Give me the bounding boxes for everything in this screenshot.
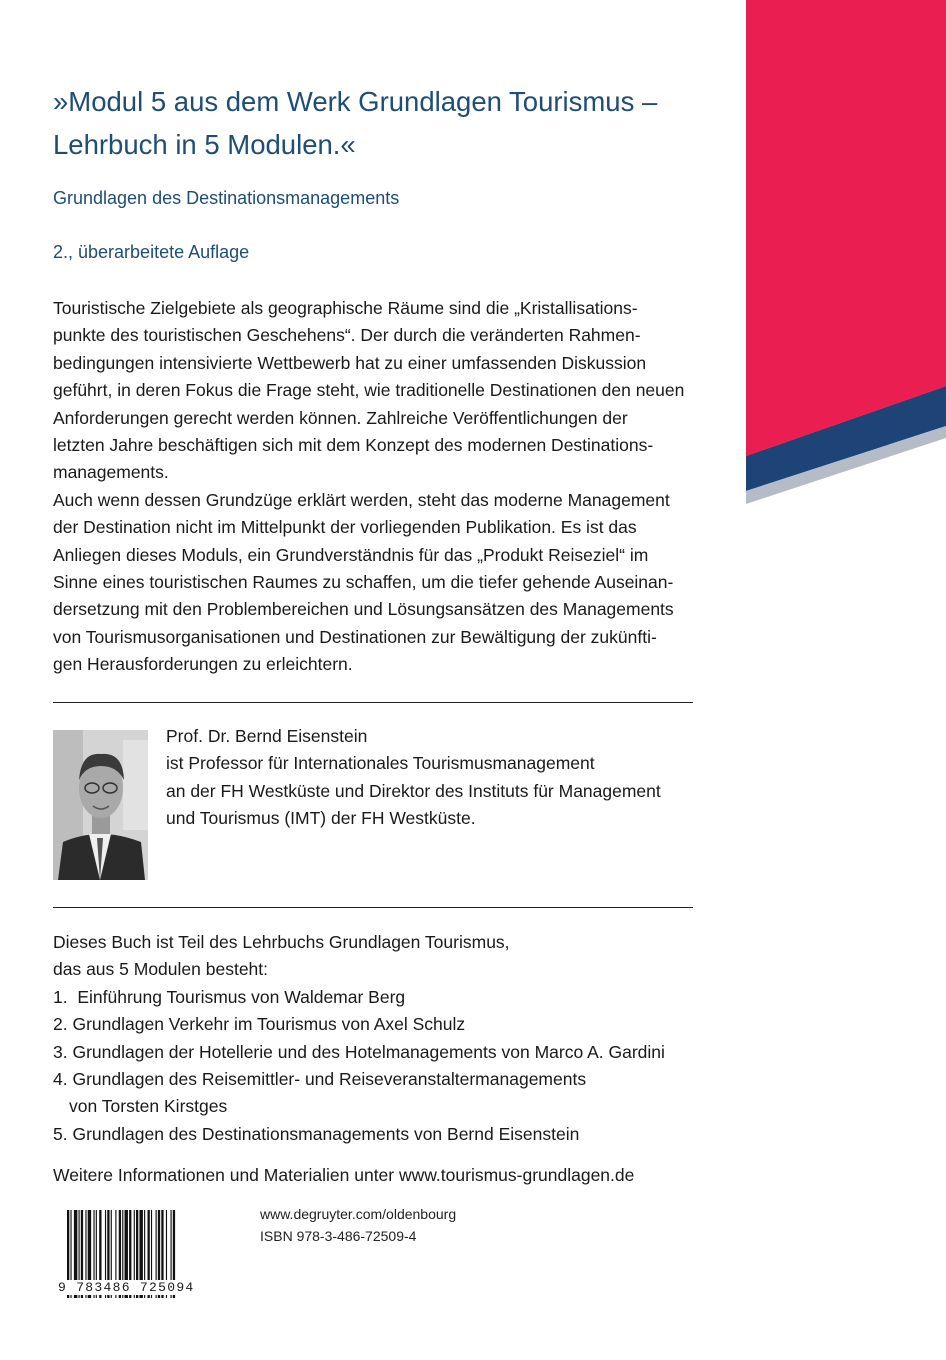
author-photo (53, 730, 148, 880)
corner-stripe-graphic (746, 0, 946, 510)
item-text: Grundlagen der Hotellerie und des Hotelmanagements von Marco A. Gardini (72, 1041, 665, 1062)
publisher-info (260, 1203, 456, 1247)
title-line: »Modul 5 aus dem Werk Grundlagen Tourismus – (53, 86, 658, 117)
divider (53, 907, 693, 908)
text-line: managements. (53, 462, 169, 483)
more-info-text: Weitere Informationen und Materialien unter www.tourismus-grundlagen.de (53, 1165, 635, 1185)
publisher-url: www.degruyter.com/oldenbourg (260, 1206, 457, 1222)
item-continuation: von Torsten Kirstges (69, 1096, 228, 1117)
module-list-item (53, 984, 713, 1011)
divider (53, 702, 693, 703)
subtitle: Grundlagen des Destinationsmanagements (53, 188, 400, 208)
book-title (53, 80, 733, 166)
text-line: gen Herausforderungen zu erleichtern. (53, 654, 353, 675)
item-text: Grundlagen des Reisemittler- und Reiseveranstaltermanagements (72, 1069, 587, 1090)
title-line: Lehrbuch in 5 Modulen.« (53, 129, 356, 160)
series-info (53, 929, 713, 1148)
module-list-item (53, 1066, 713, 1093)
series-intro-line: das aus 5 Modulen besteht: (53, 959, 269, 980)
isbn-label: ISBN 978-3-486-72509-4 (260, 1228, 417, 1244)
text-line: Sinne eines touristischen Raumes zu schaffen, um die tiefer gehende Auseinan- (53, 572, 674, 593)
item-text: Einführung Tourismus von Waldemar Berg (77, 986, 406, 1007)
text-line: Touristische Zielgebiete als geographische Räume sind die „Kristallisations- (53, 298, 638, 318)
bio-line: und Tourismus (IMT) der FH Westküste. (166, 808, 476, 829)
bio-line: ist Professor für Internationales Tourismusmanagement (166, 753, 595, 774)
series-intro-line: Dieses Buch ist Teil des Lehrbuchs Grundlagen Tourismus, (53, 932, 510, 952)
item-number: 2. (53, 1014, 68, 1035)
text-line: punkte des touristischen Geschehens“. Der durch die veränderten Rahmen- (53, 325, 641, 346)
item-number: 4. (53, 1069, 68, 1090)
description-text (53, 295, 703, 679)
barcode-digits: 9 783486 725094 (56, 1280, 212, 1295)
text-line: dersetzung mit den Problembereichen und Lösungsansätzen des Managements (53, 599, 674, 620)
text-line: der Destination nicht im Mittelpunkt der vorliegenden Publikation. Es ist das (53, 517, 637, 538)
author-name: Prof. Dr. Bernd Eisenstein (166, 726, 368, 746)
item-text: Grundlagen des Destinationsmanagements von Bernd Eisenstein (72, 1123, 580, 1144)
author-bio (166, 723, 706, 833)
module-list-item (53, 1011, 713, 1038)
text-line: von Tourismusorganisationen und Destinationen zur Bewältigung der zukünfti- (53, 626, 657, 647)
module-list-item (53, 1039, 713, 1066)
bio-line: an der FH Westküste und Direktor des Instituts für Management (166, 780, 661, 801)
edition-label: 2., überarbeitete Auflage (53, 242, 250, 262)
text-line: Anforderungen gerecht werden können. Zahlreiche Veröffentlichungen der (53, 407, 628, 428)
text-line: geführt, in deren Fokus die Frage steht, wie traditionelle Destinationen den neuen (53, 380, 685, 401)
text-line: Auch wenn dessen Grundzüge erklärt werden, steht das moderne Management (53, 489, 670, 510)
item-number: 1. (53, 986, 68, 1007)
text-line: letzten Jahre beschäftigen sich mit dem Konzept des modernen Destinations- (53, 435, 654, 456)
text-line: Anliegen dieses Moduls, ein Grundverständnis für das „Produkt Reiseziel“ im (53, 544, 649, 565)
item-number: 5. (53, 1123, 68, 1144)
item-text: Grundlagen Verkehr im Tourismus von Axel Schulz (72, 1014, 466, 1035)
module-list-item (53, 1121, 713, 1148)
text-line: bedingungen intensivierte Wettbewerb hat zu einer umfassenden Diskussion (53, 352, 647, 373)
item-number: 3. (53, 1041, 68, 1062)
